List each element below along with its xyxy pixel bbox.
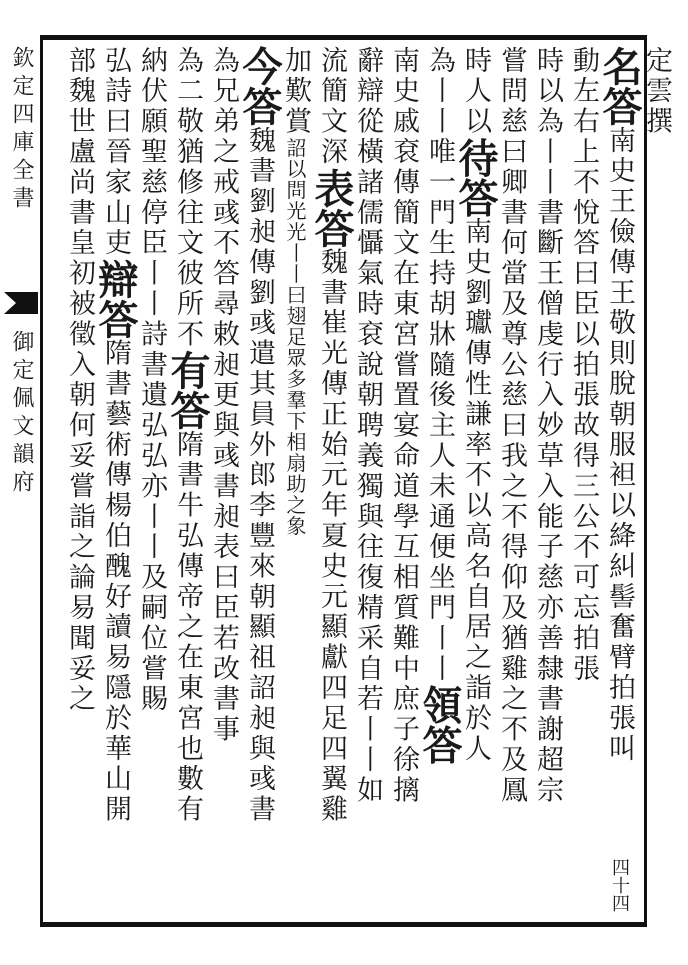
- column-text: 隋書牛弘傳帝之在東宮也數有: [172, 430, 203, 826]
- column-text: 加歎賞: [280, 46, 311, 138]
- folio-number: 四十四: [609, 858, 630, 912]
- page-frame-bottom: [40, 922, 646, 927]
- headword: 辯: [92, 258, 139, 299]
- text-column: [385, 46, 421, 806]
- headword: 答: [236, 86, 283, 126]
- fish-tail-mark-icon: [4, 292, 38, 314]
- column-text: 為二敬猶修往文彼所不: [172, 46, 203, 350]
- margin-title: 欽定四庫全書: [9, 46, 34, 214]
- text-column: [61, 46, 97, 715]
- text-column: [349, 46, 385, 806]
- text-column: [133, 46, 169, 715]
- column-text: 弘詩曰晉家山吏: [100, 46, 131, 259]
- headword: 表: [308, 167, 355, 208]
- margin-book-title: 御定佩文韻府: [9, 330, 34, 498]
- column-text: 魏書崔光傳正始元年夏史元顯獻四足四翼雞: [316, 247, 347, 826]
- text-column: [529, 46, 565, 806]
- column-text: 為兄弟之戒彧不答尋敕昶更與彧書昶表曰臣若改書事: [208, 46, 239, 746]
- text-column: [416, 46, 463, 765]
- column-text: 動左右上不悅答曰臣以拍張故得三公不可忘拍張: [568, 46, 599, 685]
- headword: 答: [452, 177, 499, 218]
- column-text: 南史戚袞傳簡文在東宮嘗置宴命道學互相質難中庶子徐摛: [388, 46, 419, 806]
- headword: 答: [92, 298, 139, 339]
- column-text: 南史劉瓛傳性謙率不以高名自居之詣於人: [460, 217, 491, 765]
- headword: 待: [452, 137, 499, 178]
- page-frame-right: [644, 35, 647, 927]
- column-text: 時以為丨丨書斷王僧虔行入妙草入能子慈亦善隸書謝超宗: [532, 46, 563, 806]
- headword: 有: [164, 350, 211, 390]
- column-text: 部魏世盧尚書皇初被徵入朝何妥嘗詣之論易聞妥之: [64, 46, 95, 715]
- headword: 名: [596, 46, 643, 86]
- text-column: [236, 46, 283, 826]
- column-text: 辭辯從橫諸儒懾氣時袞說朝聘義獨與往復精采自若丨丨如: [352, 46, 383, 806]
- column-text: 流簡文深: [316, 46, 347, 168]
- column-text: 魏書劉昶傳劉彧遣其員外郎李豐來朝顯祖詔昶與彧書: [244, 126, 275, 826]
- headword: 答: [308, 207, 355, 248]
- text-column: [308, 46, 355, 826]
- headword: 今: [236, 46, 283, 86]
- headword: 答: [596, 86, 643, 126]
- page-frame-left: [40, 35, 43, 927]
- column-text: 南史王儉傳王敬則脫朝服袒以絳糾髻奮臂拍張叫: [604, 126, 635, 765]
- headword: 答: [164, 390, 211, 430]
- text-column: [596, 46, 643, 765]
- text-column: [164, 46, 211, 826]
- page-frame-top: [40, 35, 646, 40]
- column-text: 為丨丨唯一門生持胡牀隨後主人未通便坐門丨丨: [424, 46, 455, 685]
- text-column: [638, 46, 674, 137]
- headword: 領: [416, 684, 463, 725]
- text-column: [92, 46, 139, 826]
- column-text: 時人以: [460, 46, 491, 138]
- text-column: [452, 46, 499, 765]
- headword: 答: [416, 724, 463, 765]
- column-text: 嘗問慈曰卿書何當及尊公慈曰我之不得仰及猶雞之不及鳳: [496, 46, 527, 806]
- column-text: 納伏願聖慈停臣丨丨詩書遺弘弘亦丨丨及嗣位嘗賜: [136, 46, 167, 715]
- column-text: 隋書藝術傳楊伯醜好讀易隱於華山開: [100, 338, 131, 826]
- text-column: [565, 46, 601, 684]
- column-text: 定雲撰: [641, 46, 672, 138]
- small-note-text: 詔以問光光丨丨曰翅足眾多羣下相扇助之象: [283, 137, 307, 537]
